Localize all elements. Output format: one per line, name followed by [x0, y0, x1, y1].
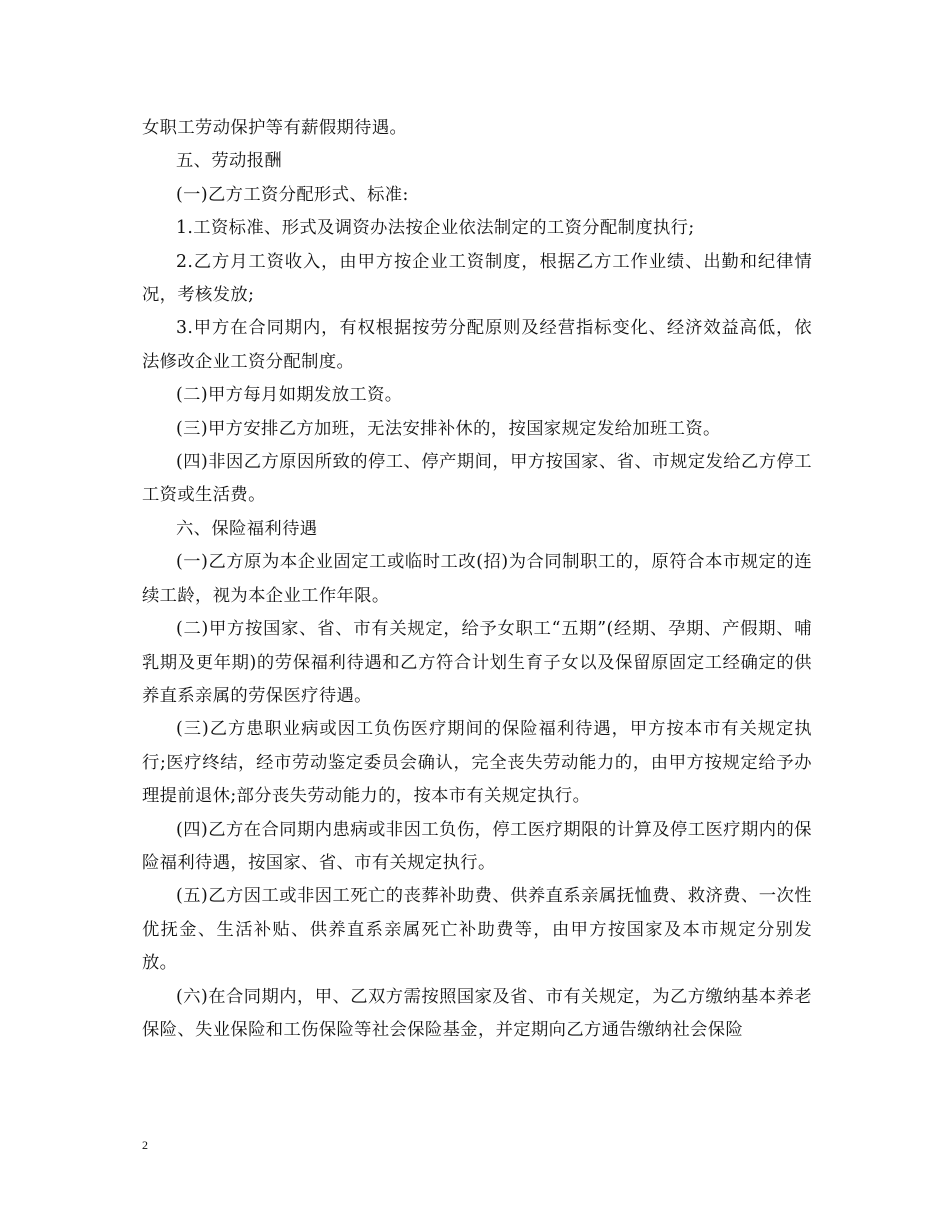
section-heading: 六、保险福利待遇	[176, 518, 318, 539]
paragraph: (五)乙方因工或非因工死亡的丧葬补助费、供养直系亲属抚恤费、救济费、一次性优抚金、生活补贴、供养直系亲属死亡补助费等，由甲方按国家及本市规定分别发放。	[142, 886, 812, 974]
paragraph: (三)甲方安排乙方加班，无法安排补休的，按国家规定发给加班工资。	[176, 418, 721, 439]
paragraph: (四)乙方在合同期内患病或非因工负伤，停工医疗期限的计算及停工医疗期内的保险福利待遇，按国家、省、市有关规定执行。	[142, 819, 812, 873]
paragraph: 3.甲方在合同期内，有权根据按劳分配原则及经营指标变化、经济效益高低，依法修改企业工资分配制度。	[142, 318, 812, 372]
paragraph: (一)乙方原为本企业固定工或临时工改(招)为合同制职工的，原符合本市规定的连续工龄，视为本企业工作年限。	[142, 552, 812, 606]
page-number: 2	[142, 1138, 148, 1152]
paragraph: 2.乙方月工资收入，由甲方按企业工资制度，根据乙方工作业绩、出勤和纪律情况，考核发放;	[142, 251, 812, 306]
document-body	[142, 112, 812, 1047]
paragraph: (三)乙方患职业病或因工负伤医疗期间的保险福利待遇，甲方按本市有关规定执行;医疗终结，经市劳动鉴定委员会确认，完全丧失劳动能力的，由甲方按规定给予办理提前退休;部分丧失劳动能力的，按本市有关规定执行。	[142, 719, 812, 807]
paragraph: 1.工资标准、形式及调资办法按企业依法制定的工资分配制度执行;	[176, 218, 695, 239]
paragraph: 女职工劳动保护等有薪假期待遇。	[142, 118, 408, 138]
section-heading: 五、劳动报酬	[176, 151, 283, 172]
paragraph: (四)非因乙方原因所致的停工、停产期间，甲方按国家、省、市规定发给乙方停工工资或生活费。	[142, 452, 812, 506]
paragraph: (二)甲方每月如期发放工资。	[176, 385, 403, 406]
paragraph: (一)乙方工资分配形式、标准:	[176, 184, 409, 205]
paragraph: (六)在合同期内，甲、乙双方需按照国家及省、市有关规定，为乙方缴纳基本养老保险、失业保险和工伤保险等社会保险基金，并定期向乙方通告缴纳社会保险	[142, 986, 812, 1040]
paragraph: (二)甲方按国家、省、市有关规定，给予女职工“五期”(经期、孕期、产假期、哺乳期及更年期)的劳保福利待遇和乙方符合计划生育子女以及保留原固定工经确定的供养直系亲属的劳保医疗待遇。	[142, 619, 812, 706]
